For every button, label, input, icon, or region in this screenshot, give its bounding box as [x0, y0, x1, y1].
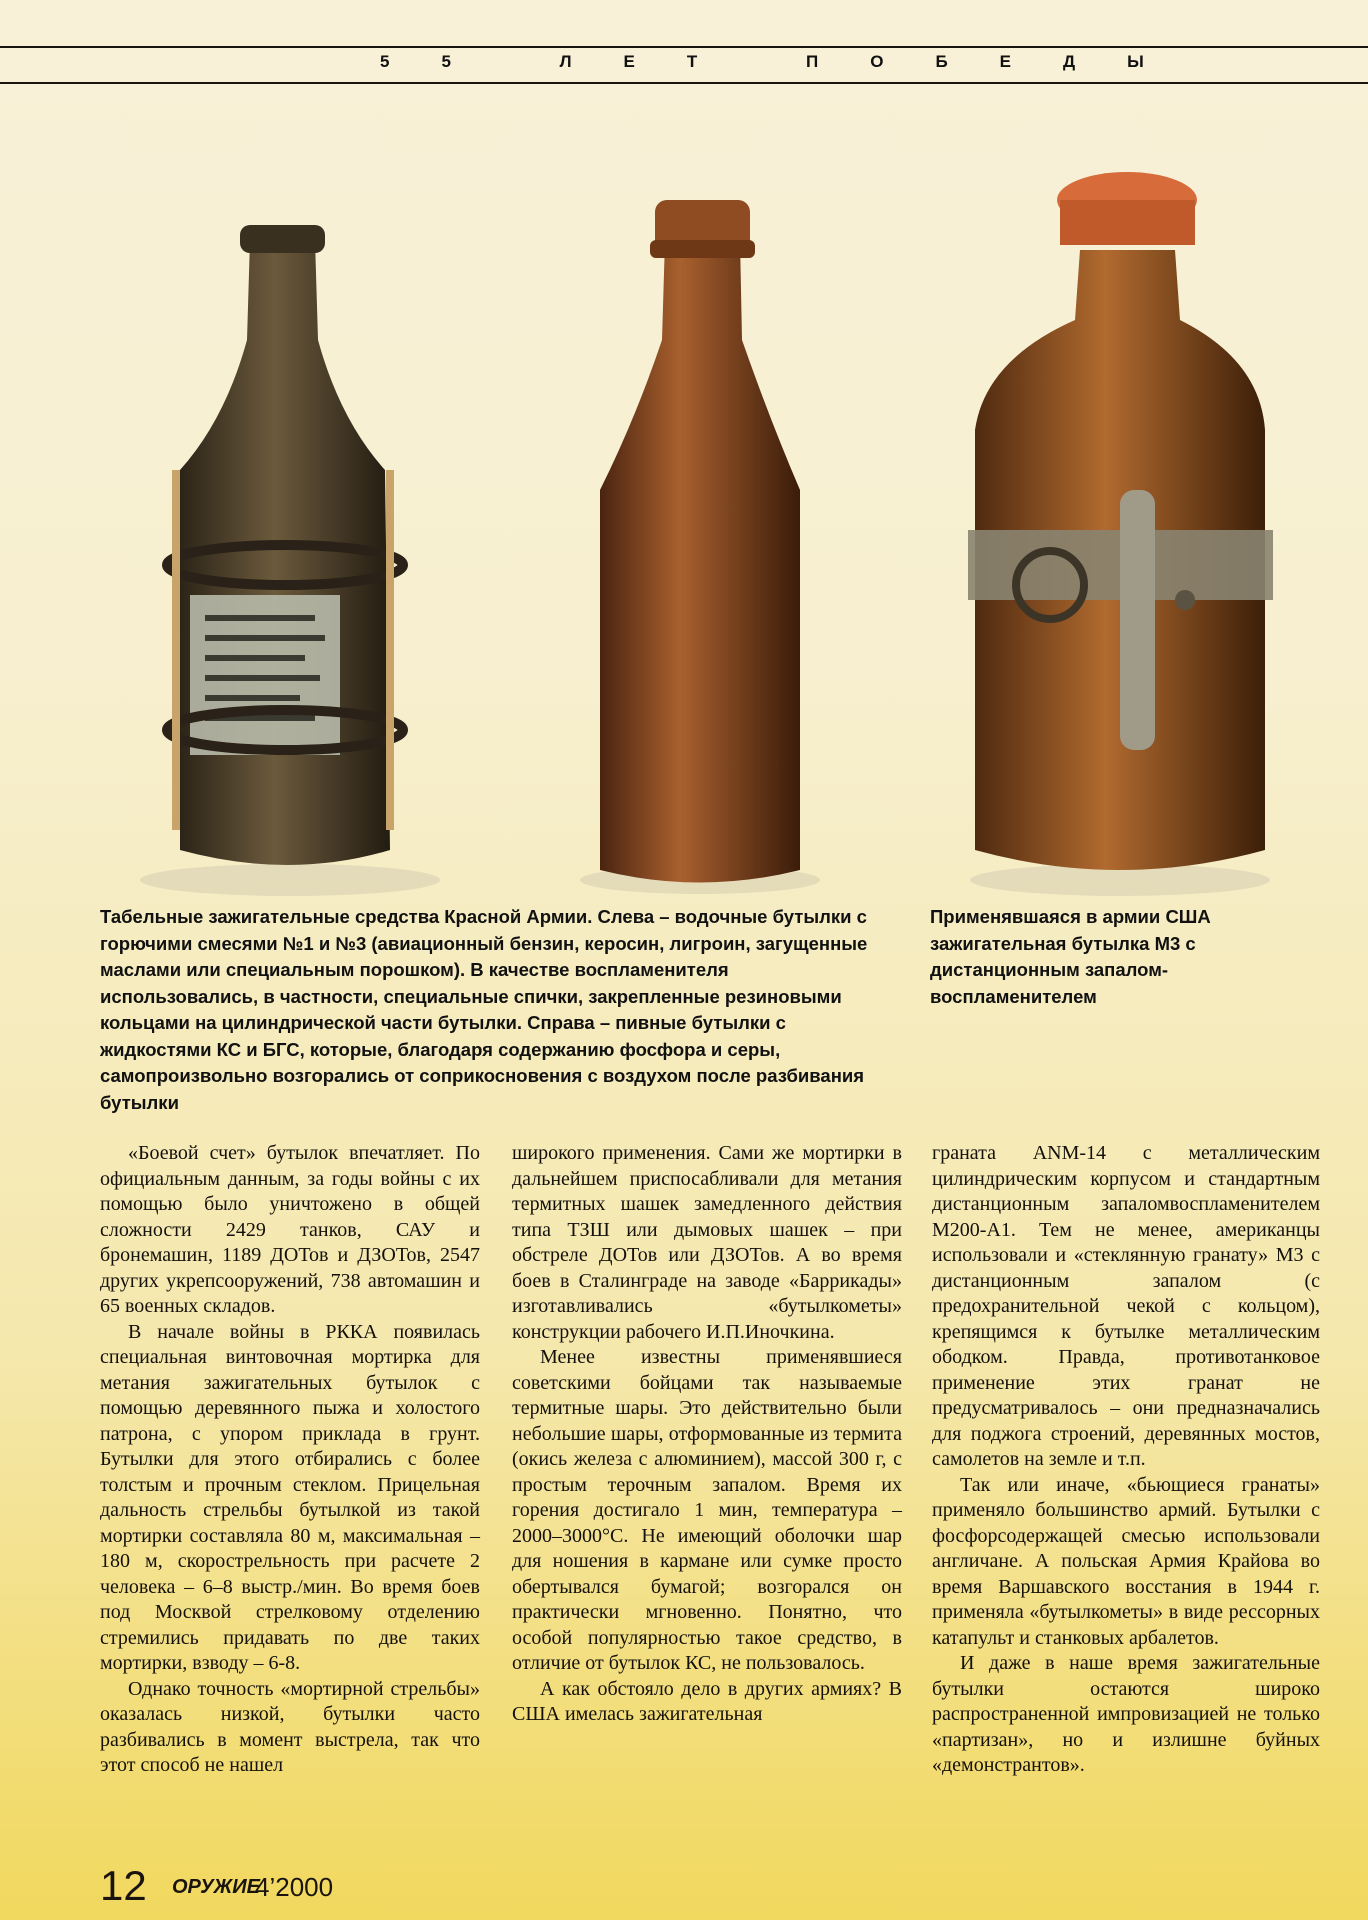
header-rule-bottom [0, 82, 1368, 84]
paragraph: широкого применения. Сами же мортирки в дальнейшем приспосабливали для метания термитных шашек замедленного действия типа ТЗШ или дымовых шашек – при обстреле ДОТов или ДЗОТов. А во время боев в Сталинграде на заводе «Баррикады» изготавливались «бутылкометы» конструкции рабочего И.П.Иночкина. [512, 1142, 902, 1343]
bottle-shadow [140, 864, 440, 896]
article-column-2 [512, 1141, 902, 1728]
paragraph: Однако точность «мортирной стрельбы» оказалась низкой, бутылки часто разбивались в момент выстрела, так что этот способ не нашел [100, 1677, 480, 1776]
article-column-3 [932, 1141, 1320, 1779]
paragraph: граната ANM-14 с металлическим цилиндрическим корпусом и стандартным дистанционным запаломвоспламенителем М200-А1. Тем не менее, американцы использовали и «стеклянную гранату» М3 с дистанционным запалом (с предохранительной чекой с кольцом), крепящимся к бутылке металлическим ободком. Правда, противотанковое применение этих гранат не предусматривалось – они предназначались для поджога строений, деревянных мостов, самолетов на земле и т.п. [932, 1142, 1320, 1470]
issue-number: 4’2000 [255, 1872, 334, 1902]
page-number: 12 [100, 1862, 147, 1909]
paragraph: В начале войны в РККА появилась специальная винтовочная мортирка для метания зажигательных бутылок с помощью деревянного пыжа и холостого патрона, с упором приклада в грунт. Бутылки для этого отбирались с более толстым и прочным стеклом. Прицельная дальность стрельбы бутылкой из такой мортирки составляла 80 м, максимальная – 180 м, скорострельность при расчете 2 человека – 6–8 выстр./мин. Во время боев под Москвой стрелковому отделению стремились придавать по две таких мортирки, взводу – 6-8. [100, 1320, 480, 1674]
paragraph: Менее известны применявшиеся советскими бойцами так называемые термитные шары. Это действительно были небольшие шары, отформованные из термита (окись железа с алюминием), массой 300 г, с простым терочным запалом. Время их горения достигало 1 мин, температура – 2000–3000°С. Не имеющий оболочки шар для ношения в кармане или сумке просто обертывался бумагой; возгорался он практически мгновенно. Понятно, что особой популярностью такое средство, в отличие от бутылок КС, не пользовалось. [512, 1346, 902, 1674]
paragraph: «Боевой счет» бутылок впечатляет. По официальным данным, за годы войны с их помощью было уничтожено в общей сложности 2429 танков, САУ и бронемашин, 1189 ДОТов и ДЗОТов, 2547 других укрепсооружений, 738 автомашин и 65 военных складов. [100, 1142, 480, 1317]
caption-left: Табельные зажигательные средства Красной Армии. Слева – водочные бутылки с горючими смесями №1 и №3 (авиационный бензин, керосин, лигроин, загущенные маслами или специальным порошком). В качестве воспламенителя использовались, в частности, специальные спички, закрепленные резиновыми кольцами на цилиндрической части бутылки. Справа – пивные бутылки с жидкостями КС и БГС, которые, благодаря содержанию фосфора и серы, самопроизвольно возгорались от соприкосновения с воздухом после разбивания бутылки [100, 906, 868, 1113]
beer-bottle [600, 200, 800, 883]
paragraph: Так или иначе, «бьющиеся гранаты» применяло большинство армий. Бутылки с фосфорсодержащей смесью использовали англичане. А польская Армия Крайова во время Варшавского восстания в 1944 г. применяла «бутылкометы» в виде рессорных катапульт и станковых арбалетов. [932, 1473, 1320, 1649]
paragraph: И даже в наше время зажигательные бутылки остаются широко распространенной импровизацией не только «партизан», но и излишне буйных «демонстрантов». [932, 1652, 1320, 1776]
caption-right: Применявшаяся в армии США зажигательная бутылка М3 с дистанционным запалом-воспламенителем [930, 906, 1211, 1007]
vodka-bottle [167, 225, 403, 865]
header-title: 55 ЛЕТ ПОБЕДЫ [380, 52, 1196, 71]
paragraph: А как обстояло дело в других армиях? В США имелась зажигательная [512, 1677, 902, 1725]
m3-bottle [968, 172, 1273, 870]
article-column-1 [100, 1141, 480, 1779]
magazine-logo: ОРУЖИЕ [172, 1876, 260, 1898]
header-rule-top [0, 46, 1368, 48]
bottles-illustration [0, 90, 1368, 910]
